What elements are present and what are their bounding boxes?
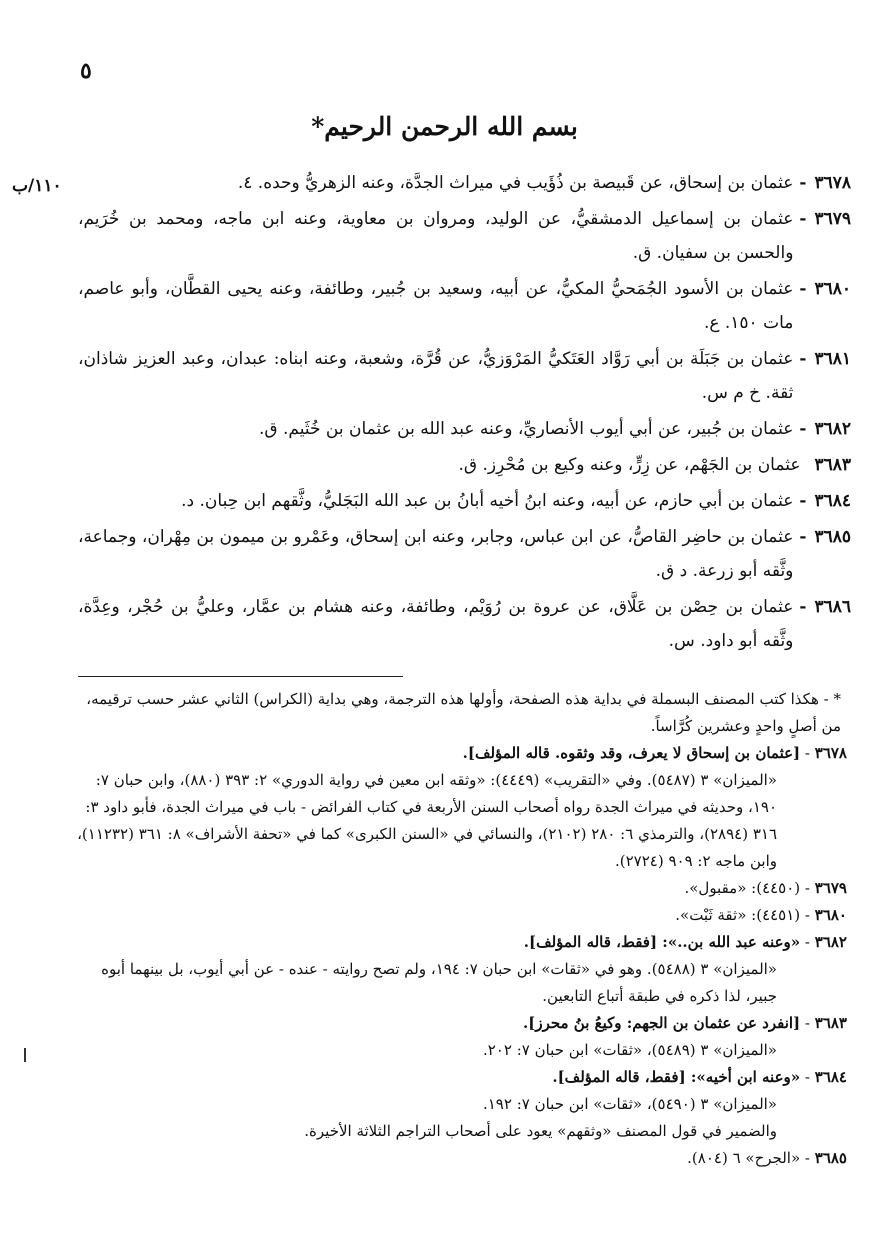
entry-dash: - [799, 279, 807, 299]
entry-number: ٣٦٨٦ [814, 597, 851, 617]
note-3679: ٣٦٧٩ - (٤٤٥٠): «مقبول». [684, 879, 847, 897]
entry-number: ٣٦٨٢ [814, 419, 851, 439]
entry-dash: - [799, 597, 807, 617]
note-head: «وعنه ابن أخيه»: [فقط، قاله المؤلف]. [552, 1068, 801, 1086]
note-3683: ٣٦٨٣ - [انفرد عن عثمان بن الجهم: وكيعُ بنُ محرز]. «الميزان» ٣ (٥٤٨٩)، «ثقات» ابن حبان ٧: ٢٠٢. [70, 1010, 847, 1064]
entry-3686 [78, 590, 851, 658]
note-line: «الميزان» ٣ (٥٤٨٧). وفي «التقريب» (٤٤٤٩): «وثقه ابن معين في رواية الدوري» ٢: ٣٩٣ (٨٨٠)، وابن حبان ٧: ١٩٠، وحديثه في ميراث الجدة رواه أصحاب السنن الأربعة في كتاب الفرائض - باب في ميراث الجدة، فأبو داود ٣: ٣١٦ (٢٨٩٤)، والترمذي ٦: ٢٨٠ (٢١٠٢)، والنسائي في «السنن الكبرى» كما في «تحفة الأشراف» ٨: ٣٦١ (١١٢٣٢)، وابن ماجه ٢: ٩٠٩ (٢٧٢٤). [77, 771, 777, 870]
entry-3679 [78, 202, 851, 270]
entry-text: عثمان بن جَبَلَة بن أبي رَوَّاد العَتَكيُّ المَرْوَزيُّ، عن قُرَّة، وشعبة، وعنه ابناه: عبدان، وعبد العزيز شاذان، ثقة. خ م س. [78, 349, 794, 403]
note-head: «وعنه عبد الله بن..»: [فقط، قاله المؤلف]. [523, 933, 801, 951]
entry-number: ٣٦٨٥ [814, 527, 851, 547]
entry-3678 [78, 166, 851, 200]
star-mark: * [833, 690, 841, 708]
note-3678: ٣٦٧٨ - [عثمان بن إسحاق لا يعرف، وقد وثقوه. قاله المؤلف]. «الميزان» ٣ (٥٤٨٧). وفي «التقريب» (٤٤٤٩): «وثقه ابن معين في رواية الدوري» ٢: ٣٩٣ (٨٨٠)، وابن حبان ٧: ١٩٠، وحديثه في ميراث الجدة رواه أصحاب السنن الأربعة في كتاب الفرائض - باب في ميراث الجدة، فأبو داود ٣: ٣١٦ (٢٨٩٤)، والترمذي ٦: ٢٨٠ (٢١٠٢)، والنسائي في «السنن الكبرى» كما في «تحفة الأشراف» ٨: ٣٦١ (١١٢٣٢)، وابن ماجه ٢: ٩٠٩ (٢٧٢٤). [70, 740, 847, 875]
manuscript-folio-note: ١١٠/ب [12, 176, 62, 196]
margin-tick [24, 1048, 26, 1062]
note-line: والضمير في قول المصنف «وثقهم» يعود على أصحاب التراجم الثلاثة الأخيرة. [304, 1122, 777, 1140]
entry-number: ٣٦٨٤ [814, 491, 851, 511]
entry-text: عثمان بن إسحاق، عن قَبيصة بن ذُؤَيب في ميراث الجدَّة، وعنه الزهريُّ وحده. ٤. [237, 173, 794, 193]
note-line: «الميزان» ٣ (٥٤٨٨). وهو في «ثقات» ابن حبان ٧: ١٩٤، ولم تصح روايته - عنده - عن أبي أيوب، بل بينهما أبوه جبير، لذا ذكره في طبقة أتباع التابعين. [101, 960, 777, 1005]
entry-dash: - [799, 527, 807, 547]
entry-number: ٣٦٧٨ [814, 173, 851, 193]
entry-text: عثمان بن حاضِر القاصُّ، عن ابن عباس، وجابر، وعنه ابن إسحاق، وعَمْرو بن ميمون بن مِهْران، وجماعة، وثَّقه أبو زرعة. د ق. [78, 527, 794, 581]
note-number: ٣٦٧٩ [814, 879, 847, 897]
star-footnote: * - هكذا كتب المصنف البسملة في بداية هذه الصفحة، وأولها هذه الترجمة، وهي بداية (الكراس) الثاني عشر حسب ترقيمه، من أصلٍ واحدٍ وعشرين كُرَّاساً. [86, 690, 841, 735]
note-number: ٣٦٨٠ [814, 906, 847, 924]
entry-3681 [78, 342, 851, 410]
note-3680: ٣٦٨٠ - (٤٤٥١): «ثقة ثَبْت». [675, 906, 847, 924]
entry-dash: - [799, 173, 807, 193]
entry-number: ٣٦٨١ [814, 349, 851, 369]
note-head: [عثمان بن إسحاق لا يعرف، وقد وثقوه. قاله المؤلف]. [462, 744, 801, 762]
basmala-heading: بسم الله الرحمن الرحيم* [311, 112, 578, 141]
entries-list [78, 166, 851, 660]
entry-number: ٣٦٨٠ [814, 279, 851, 299]
entry-dash: - [799, 419, 807, 439]
entry-text: عثمان بن الجَهْم، عن زِرٍّ، وعنه وكيع بن مُحْرِز. ق. [458, 455, 801, 475]
entry-3684 [78, 484, 851, 518]
note-line: «الجرح» ٦ (٨٠٤). [687, 1149, 801, 1167]
entry-text: عثمان بن أبي حازم، عن أبيه، وعنه ابنُ أخيه أبانُ بن عبد الله البَجَليُّ، وثَّقهم ابن حِبان. د. [181, 491, 794, 511]
note-number: ٣٦٨٣ [814, 1014, 847, 1032]
note-number: ٣٦٧٨ [814, 744, 847, 762]
note-number: ٣٦٨٤ [814, 1068, 847, 1086]
entry-3685 [78, 520, 851, 588]
note-3685: ٣٦٨٥ - «الجرح» ٦ (٨٠٤). [687, 1149, 847, 1167]
entry-number: ٣٦٨٣ [814, 455, 851, 475]
page-number: ٥ [80, 58, 92, 84]
entry-dash: - [799, 209, 807, 229]
entry-text: عثمان بن إسماعيل الدمشقيُّ، عن الوليد، ومروان بن معاوية، وعنه ابن ماجه، ومحمد بن خُرَيم، والحسن بن سفيان. ق. [78, 209, 794, 263]
entry-dash: - [799, 491, 807, 511]
footnotes [70, 686, 847, 1172]
entry-dash: - [799, 349, 807, 369]
note-line: «الميزان» ٣ (٥٤٨٩)، «ثقات» ابن حبان ٧: ٢٠٢. [482, 1041, 777, 1059]
note-line: «الميزان» ٣ (٥٤٩٠)، «ثقات» ابن حبان ٧: ١٩٢. [482, 1095, 777, 1113]
note-3684: ٣٦٨٤ - «وعنه ابن أخيه»: [فقط، قاله المؤلف]. «الميزان» ٣ (٥٤٩٠)، «ثقات» ابن حبان ٧: ١٩٢. والضمير في قول المصنف «وثقهم» يعود على أصحاب التراجم الثلاثة الأخيرة. [70, 1064, 847, 1145]
entry-number: ٣٦٧٩ [814, 209, 851, 229]
note-line: (٤٤٥٠): «مقبول». [684, 879, 801, 897]
entry-text: عثمان بن جُبير، عن أبي أيوب الأنصاريِّ، وعنه عبد الله بن عثمان بن خُثَيم. ق. [259, 419, 794, 439]
entry-3682 [78, 412, 851, 446]
note-3682: ٣٦٨٢ - «وعنه عبد الله بن..»: [فقط، قاله المؤلف]. «الميزان» ٣ (٥٤٨٨). وهو في «ثقات» ابن حبان ٧: ١٩٤، ولم تصح روايته - عنده - عن أبي أيوب، بل بينهما أبوه جبير، لذا ذكره في طبقة أتباع التابعين. [70, 929, 847, 1010]
star-footnote-text: هكذا كتب المصنف البسملة في بداية هذه الصفحة، وأولها هذه الترجمة، وهي بداية (الكراس) الثاني عشر حسب ترقيمه، من أصلٍ واحدٍ وعشرين كُرَّاساً. [86, 690, 841, 735]
note-number: ٣٦٨٥ [814, 1149, 847, 1167]
note-head: [انفرد عن عثمان بن الجهم: وكيعُ بنُ محرز]. [523, 1014, 801, 1032]
entry-text: عثمان بن الأسود الجُمَحيُّ المكيُّ، عن أبيه، وسعيد بن جُبير، وطائفة، وعنه يحيى القطَّان، وأبو عاصم، مات ١٥٠. ع. [78, 279, 794, 333]
entry-text: عثمان بن حِصْن بن عَلَّاق، عن عروة بن رُوَيْم، وطائفة، وعنه هشام بن عمَّار، وعليُّ بن حُجْر، وعِدَّة، وثَّقه أبو داود. س. [78, 597, 794, 651]
entry-3680 [78, 272, 851, 340]
entry-3683 [78, 448, 851, 482]
footnote-separator [78, 676, 403, 677]
note-number: ٣٦٨٢ [814, 933, 847, 951]
note-line: (٤٤٥١): «ثقة ثَبْت». [675, 906, 801, 924]
